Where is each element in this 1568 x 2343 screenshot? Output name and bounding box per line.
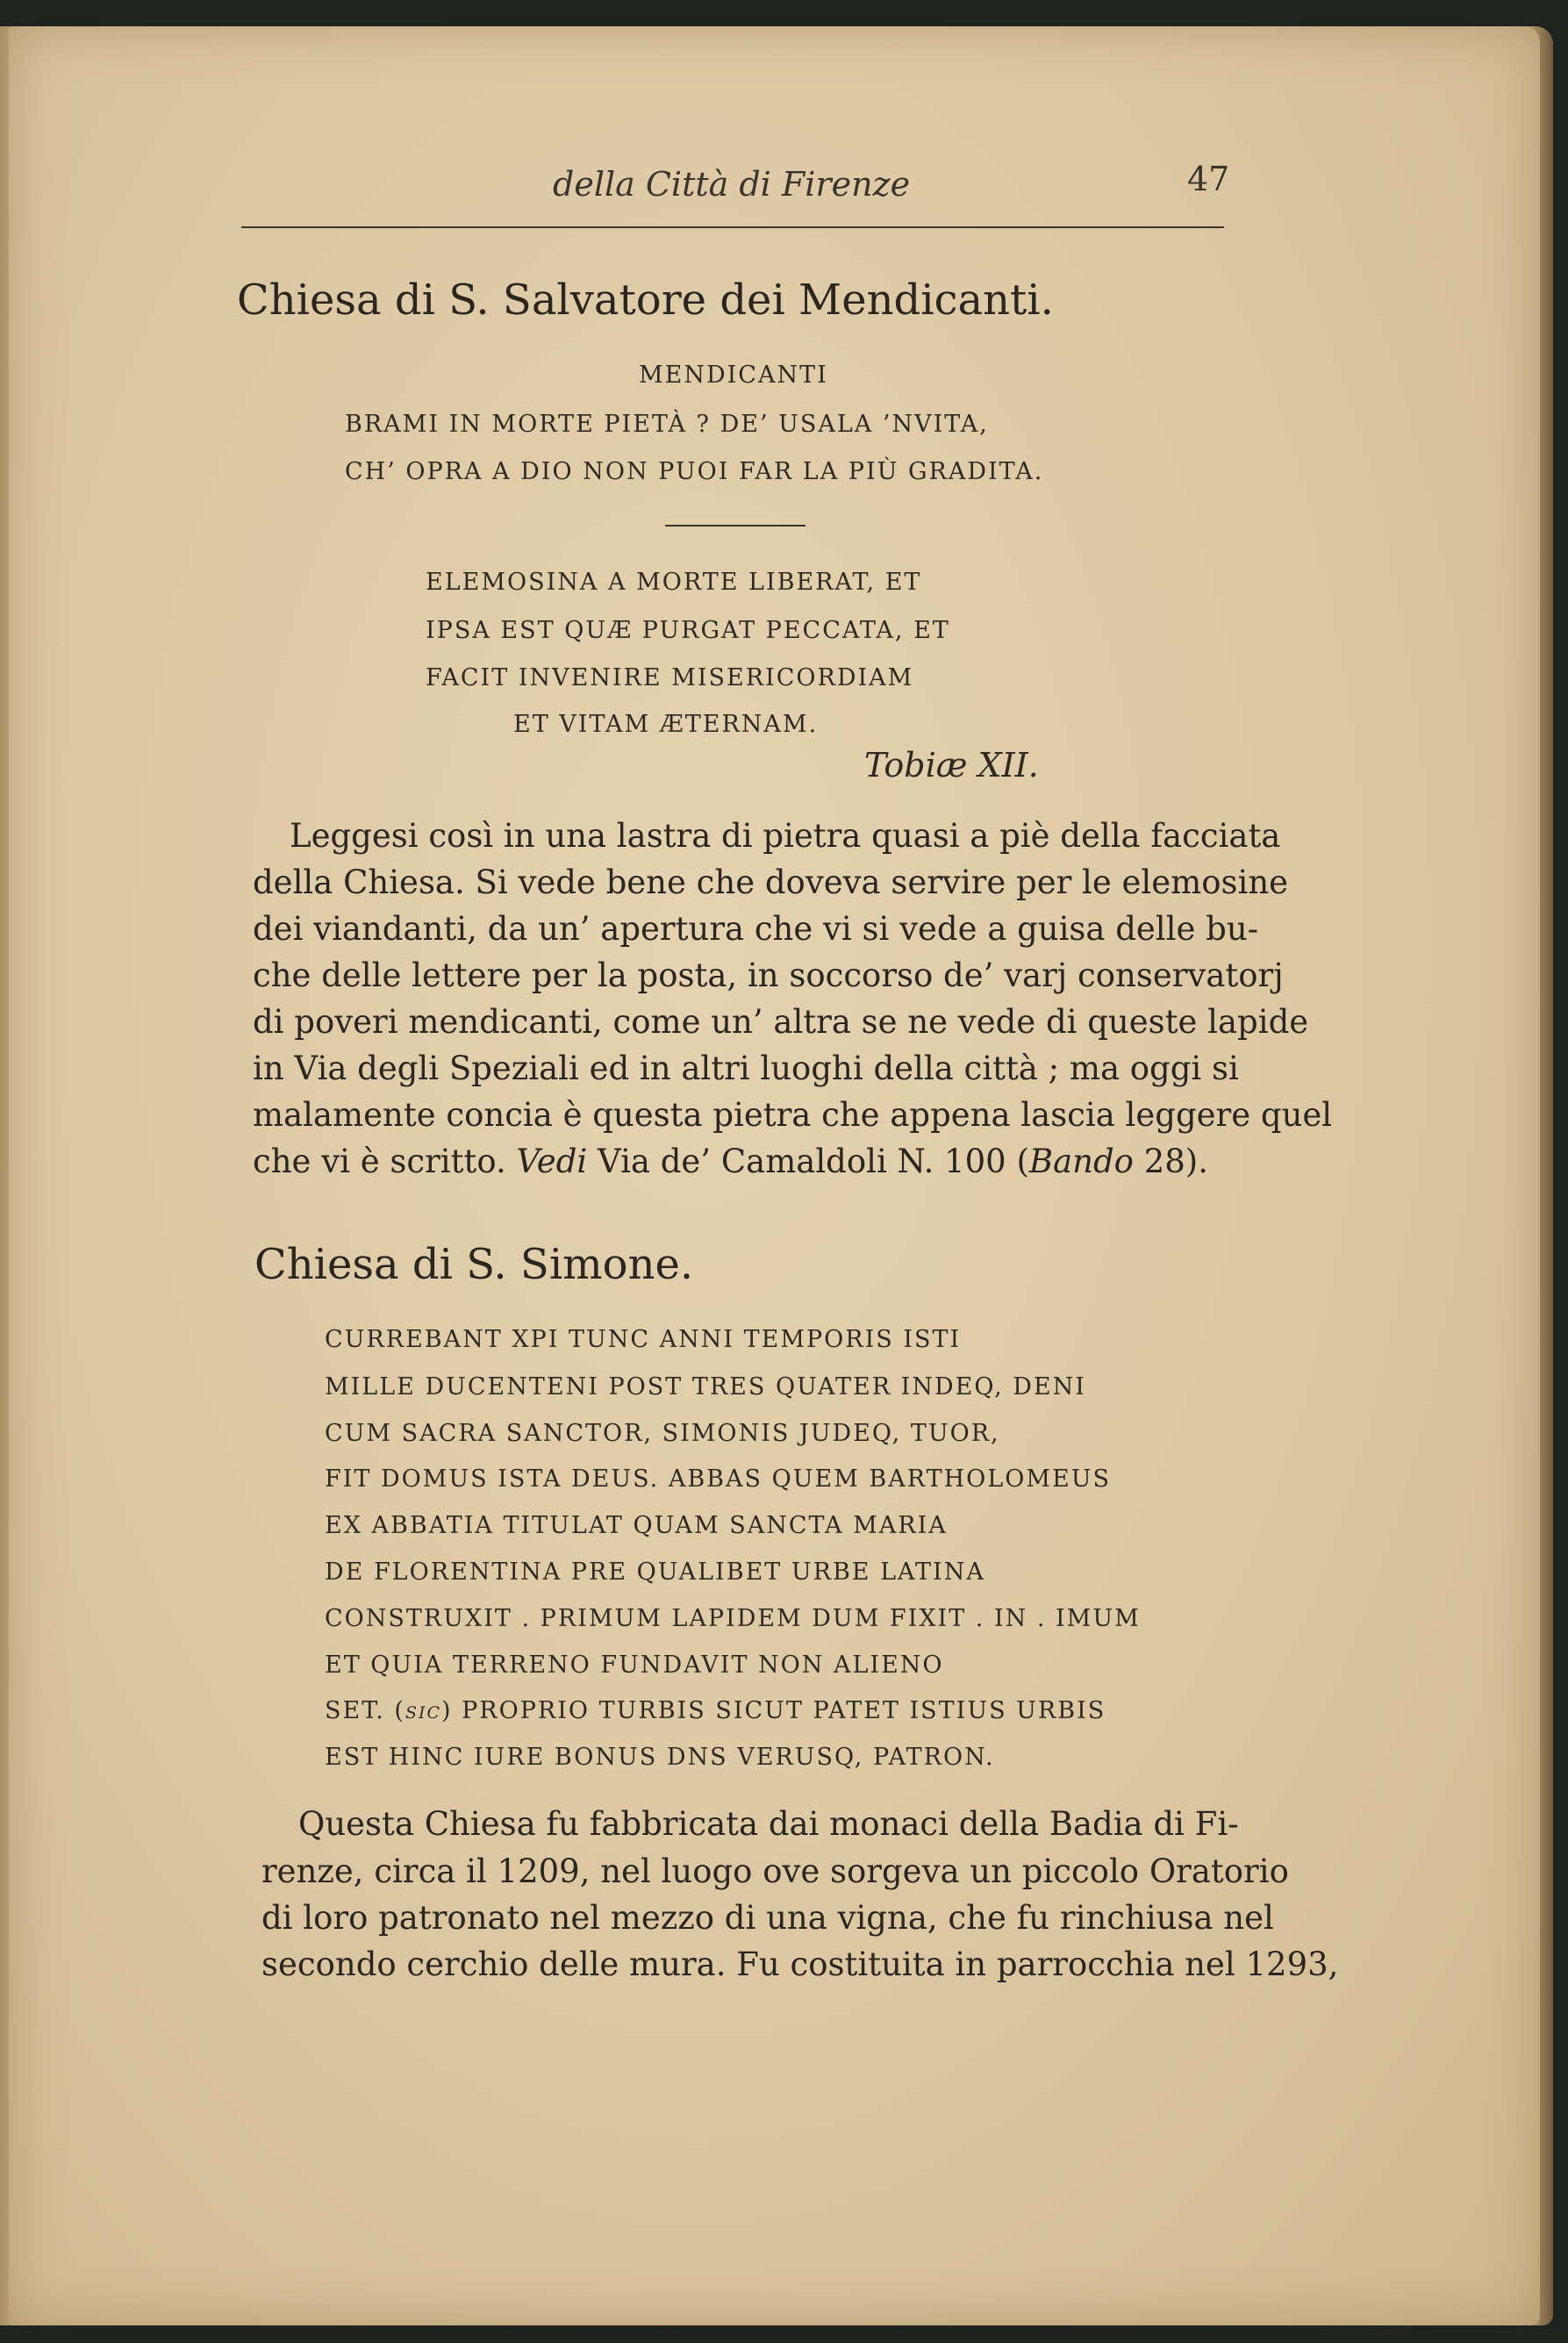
section-title: Chiesa di S. Simone. xyxy=(254,1240,694,1289)
paragraph-line: Leggesi così in una lastra di pietra quasi a piè della facciata xyxy=(290,817,1281,855)
inscription-line: ELEMOSINA A MORTE LIBERAT, ET xyxy=(426,569,922,596)
text-run: Via de’ Camaldoli N. 100 ( xyxy=(587,1143,1029,1180)
paragraph-line: in Via degli Speziali ed in altri luoghi della città ; ma oggi si xyxy=(253,1050,1239,1087)
page-number: 47 xyxy=(1187,160,1230,198)
inscription-line: BRAMI IN MORTE PIETÀ ? DE’ USALA ’NVITA, xyxy=(345,411,989,438)
italic-run: sic xyxy=(405,1697,442,1724)
source-citation: Tobiæ XII. xyxy=(864,746,1039,785)
paragraph-line: malamente concia è questa pietra che appena lascia leggere quel xyxy=(253,1096,1333,1134)
text-run: 28). xyxy=(1133,1143,1209,1180)
paragraph-line xyxy=(253,1145,1208,1178)
inscription-line: DE FLORENTINA PRE QUALIBET URBE LATINA xyxy=(325,1558,985,1586)
paragraph-line: che delle lettere per la posta, in soccorso de’ varj conservatorj xyxy=(253,957,1284,994)
section-divider xyxy=(665,525,805,527)
inscription-line xyxy=(325,1697,1106,1724)
inscription-line: ET VITAM ÆTERNAM. xyxy=(513,711,819,738)
inscription-line: MENDICANTI xyxy=(639,362,828,389)
inscription-line: EX ABBATIA TITULAT QUAM SANCTA MARIA xyxy=(325,1512,948,1539)
inscription-line: FACIT INVENIRE MISERICORDIAM xyxy=(426,664,914,691)
inscription-line: FIT DOMUS ISTA DEUS. ABBAS QUEM BARTHOLOMEUS xyxy=(325,1465,1111,1493)
italic-run: Bando xyxy=(1028,1143,1134,1180)
inscription-line: CH’ OPRA A DIO NON PUOI FAR LA PIÙ GRADITA. xyxy=(345,458,1044,485)
inscription-line: CURREBANT XPI TUNC ANNI TEMPORIS ISTI xyxy=(325,1326,962,1353)
text-run: che vi è scritto. xyxy=(253,1143,517,1180)
paragraph-line: renze, circa il 1209, nel luogo ove sorgeva un piccolo Oratorio xyxy=(261,1852,1289,1890)
paragraph-line: di poveri mendicanti, come un’ altra se ne vede di queste lapide xyxy=(253,1003,1309,1041)
text-run: SET. ( xyxy=(325,1697,405,1724)
inscription-line: CONSTRUXIT . PRIMUM LAPIDEM DUM FIXIT . IN . IMUM xyxy=(325,1605,1141,1632)
paragraph-line: di loro patronato nel mezzo di una vigna, che fu rinchiusa nel xyxy=(261,1899,1274,1937)
paragraph-line: dei viandanti, da un’ apertura che vi si vede a guisa delle bu- xyxy=(253,910,1259,948)
inscription-line: ET QUIA TERRENO FUNDAVIT NON ALIENO xyxy=(325,1652,944,1679)
inscription-line: MILLE DUCENTENI POST TRES QUATER INDEQ, DENI xyxy=(325,1373,1086,1401)
text-run: ) PROPRIO TURBIS SICUT PATET ISTIUS URBIS xyxy=(441,1697,1106,1724)
inscription-line: IPSA EST QUÆ PURGAT PECCATA, ET xyxy=(426,617,950,644)
inscription-line: CUM SACRA SANCTOR, SIMONIS JUDEQ, TUOR, xyxy=(325,1420,1000,1447)
inscription-line: EST HINC IURE BONUS DNS VERUSQ, PATRON. xyxy=(325,1744,995,1771)
section-title: Chiesa di S. Salvatore dei Mendicanti. xyxy=(237,276,1054,325)
paragraph-line: Questa Chiesa fu fabbricata dai monaci della Badia di Fi- xyxy=(298,1805,1239,1843)
header-rule xyxy=(241,226,1224,228)
italic-run: Vedi xyxy=(516,1143,588,1180)
paragraph-line: della Chiesa. Si vede bene che doveva servire per le elemosine xyxy=(253,863,1289,901)
running-title: della Città di Firenze xyxy=(553,165,911,204)
paragraph-line: secondo cerchio delle mura. Fu costituita in parrocchia nel 1293, xyxy=(261,1945,1339,1983)
